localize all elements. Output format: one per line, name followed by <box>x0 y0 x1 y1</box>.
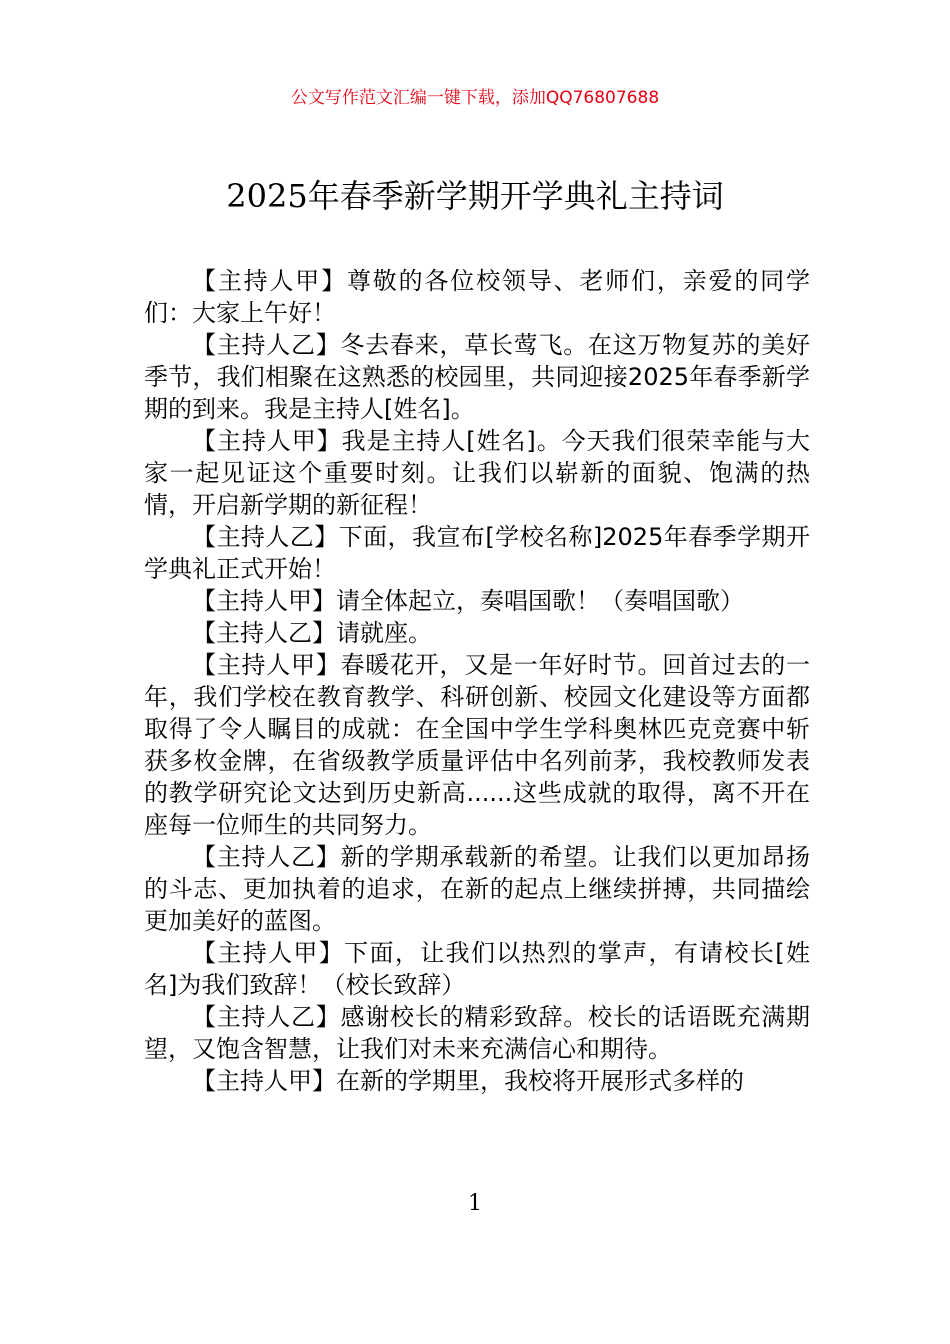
speaker-label: 【主持人甲】 <box>192 587 336 615</box>
speaker-label: 【主持人甲】 <box>192 427 342 455</box>
paragraph-text: 冬去春来，草长莺飞。在这万物复苏的美好季节，我们相聚在这熟悉的校园里，共同迎接2025年春季新学期的到来。我是主持人[姓名]。 <box>144 331 810 423</box>
download-notice: 公文写作范文汇编一键下载，添加QQ76807688 <box>290 88 660 108</box>
paragraph-6 <box>144 617 810 649</box>
document-title: 2025年春季新学期开学典礼主持词 <box>226 177 724 215</box>
paragraph-text: 尊敬的各位校领导、老师们，亲爱的同学们：大家上午好！ <box>144 267 811 327</box>
paragraph-5 <box>144 585 810 617</box>
paragraph-1 <box>144 265 810 329</box>
speaker-label: 【主持人甲】 <box>192 1067 336 1095</box>
paragraph-text: 请就座。 <box>336 619 432 647</box>
paragraph-text: 请全体起立，奏唱国歌！（奏唱国歌） <box>336 587 744 615</box>
paragraph-text: 下面，我宣布[学校名称]2025年春季学期开学典礼正式开始！ <box>144 523 811 583</box>
speaker-label: 【主持人甲】 <box>192 267 347 295</box>
paragraph-3 <box>144 425 810 521</box>
paragraph-text: 新的学期承载新的希望。让我们以更加昂扬的斗志、更加执着的追求，在新的起点上继续拼搏，共同描绘更加美好的蓝图。 <box>144 843 810 935</box>
speaker-label: 【主持人乙】 <box>192 1003 341 1031</box>
paragraph-2 <box>144 329 810 425</box>
paragraph-7 <box>144 649 810 841</box>
speaker-label: 【主持人甲】 <box>192 939 345 967</box>
paragraph-text: 在新的学期里，我校将开展形式多样的 <box>336 1067 744 1095</box>
page-number: 1 <box>468 1191 482 1216</box>
paragraph-11 <box>144 1065 810 1097</box>
paragraph-text: 感谢校长的精彩致辞。校长的话语既充满期望，又饱含智慧，让我们对未来充满信心和期待。 <box>144 1003 810 1063</box>
paragraph-text: 春暖花开，又是一年好时节。回首过去的一年，我们学校在教育教学、科研创新、校园文化建设等方面都取得了令人瞩目的成就：在全国中学生学科奥林匹克竞赛中斩获多枚金牌，在省级教学质量评估中名列前茅，我校教师发表的教学研究论文达到历史新高......这些成就的取得，离不开在座每一位师生的共同努力。 <box>144 651 810 839</box>
speaker-label: 【主持人乙】 <box>192 619 336 647</box>
speaker-label: 【主持人乙】 <box>192 843 341 871</box>
document-body <box>144 265 810 1097</box>
speaker-label: 【主持人乙】 <box>192 331 341 359</box>
speaker-label: 【主持人乙】 <box>192 523 339 551</box>
paragraph-9 <box>144 937 810 1001</box>
paragraph-8 <box>144 841 810 937</box>
paragraph-10 <box>144 1001 810 1065</box>
paragraph-text: 我是主持人[姓名]。今天我们很荣幸能与大家一起见证这个重要时刻。让我们以崭新的面貌、饱满的热情，开启新学期的新征程！ <box>144 427 811 519</box>
speaker-label: 【主持人甲】 <box>192 651 341 679</box>
paragraph-text: 下面，让我们以热烈的掌声，有请校长[姓名]为我们致辞！（校长致辞） <box>144 939 810 999</box>
paragraph-4 <box>144 521 810 585</box>
